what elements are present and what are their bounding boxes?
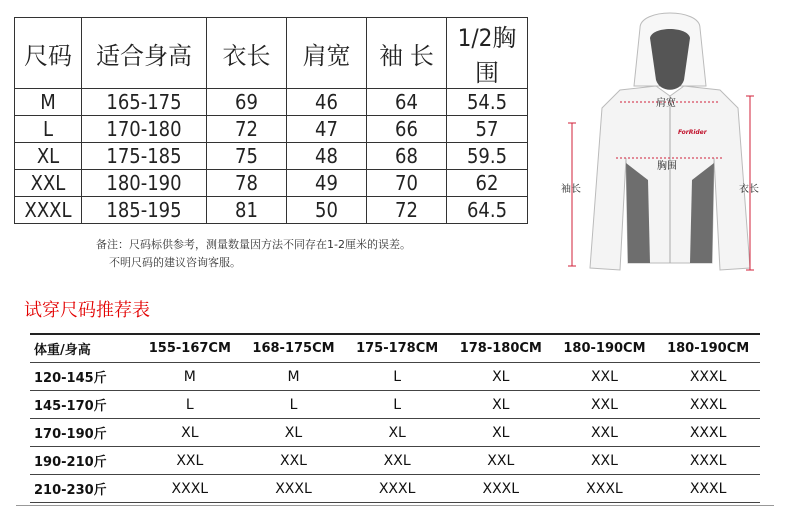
table-cell: 70 bbox=[367, 170, 447, 197]
table-cell: XL bbox=[449, 363, 553, 391]
table-cell: 54.5 bbox=[447, 89, 528, 116]
table-row bbox=[30, 419, 760, 447]
table-cell: XXL bbox=[553, 419, 657, 447]
table-cell: 75 bbox=[207, 143, 287, 170]
note-line-2: 不明尺码的建议咨询客服。 bbox=[109, 256, 241, 269]
table-cell: 165-175 bbox=[82, 89, 207, 116]
table-cell: M bbox=[138, 363, 242, 391]
table-cell: 78 bbox=[207, 170, 287, 197]
table-cell: 180-190 bbox=[82, 170, 207, 197]
table-row bbox=[15, 89, 528, 116]
weight-label: 120-145斤 bbox=[30, 363, 138, 391]
shoulder-label: 肩宽 bbox=[656, 98, 676, 109]
table-cell: XL bbox=[242, 419, 346, 447]
brand-logo: ForRider bbox=[678, 129, 707, 136]
height-column: 155-167CM bbox=[138, 334, 242, 363]
table-cell: 49 bbox=[287, 170, 367, 197]
table-cell: XXXL bbox=[656, 363, 760, 391]
chest-label: 胸围 bbox=[657, 161, 677, 172]
table-cell: L bbox=[138, 391, 242, 419]
weight-label: 145-170斤 bbox=[30, 391, 138, 419]
table-cell: 185-195 bbox=[82, 197, 207, 224]
table-cell: 46 bbox=[287, 89, 367, 116]
table-cell: 72 bbox=[207, 116, 287, 143]
table-cell: 69 bbox=[207, 89, 287, 116]
table-row bbox=[30, 363, 760, 391]
table-cell: XL bbox=[449, 419, 553, 447]
table-cell: XXL bbox=[15, 170, 82, 197]
recommend-title: 试穿尺码推荐表 bbox=[24, 300, 150, 321]
table-cell: XXXL bbox=[15, 197, 82, 224]
table-cell: XXL bbox=[449, 447, 553, 475]
weight-label: 190-210斤 bbox=[30, 447, 138, 475]
table-cell: XXXL bbox=[345, 475, 449, 503]
size-chart-table bbox=[14, 17, 528, 224]
jacket-measurement-diagram bbox=[560, 8, 780, 278]
height-column: 175-178CM bbox=[345, 334, 449, 363]
note-line-1: 备注：尺码标供参考，测量数量因方法不同存在1-2厘米的误差。 bbox=[96, 238, 411, 251]
table-cell: 48 bbox=[287, 143, 367, 170]
table-cell: XL bbox=[138, 419, 242, 447]
table-cell: XXL bbox=[553, 447, 657, 475]
table-cell: 72 bbox=[367, 197, 447, 224]
table-row bbox=[30, 447, 760, 475]
table-row bbox=[15, 170, 528, 197]
table-cell: 62 bbox=[447, 170, 528, 197]
header-half-chest: 1/2胸围 bbox=[447, 18, 528, 89]
table-cell: XXL bbox=[345, 447, 449, 475]
size-recommendation-table bbox=[30, 333, 760, 503]
header-size: 尺码 bbox=[15, 18, 82, 89]
recommend-header-row bbox=[30, 334, 760, 363]
table-row bbox=[15, 143, 528, 170]
table-cell: XXL bbox=[138, 447, 242, 475]
table-cell: 50 bbox=[287, 197, 367, 224]
table-row bbox=[15, 197, 528, 224]
weight-label: 210-230斤 bbox=[30, 475, 138, 503]
table-cell: L bbox=[242, 391, 346, 419]
table-cell: 47 bbox=[287, 116, 367, 143]
height-column: 180-190CM bbox=[553, 334, 657, 363]
header-sleeve: 袖 长 bbox=[367, 18, 447, 89]
table-cell: XXXL bbox=[449, 475, 553, 503]
table-cell: 81 bbox=[207, 197, 287, 224]
table-row bbox=[30, 475, 760, 503]
table-row bbox=[30, 391, 760, 419]
table-cell: 66 bbox=[367, 116, 447, 143]
length-label: 衣长 bbox=[739, 184, 759, 195]
header-height: 适合身高 bbox=[82, 18, 207, 89]
table-cell: 57 bbox=[447, 116, 528, 143]
table-cell: L bbox=[15, 116, 82, 143]
table-cell: M bbox=[242, 363, 346, 391]
table-cell: 175-185 bbox=[82, 143, 207, 170]
table-cell: M bbox=[15, 89, 82, 116]
table-cell: 68 bbox=[367, 143, 447, 170]
bottom-divider bbox=[16, 505, 774, 506]
sleeve-label: 袖长 bbox=[561, 184, 581, 195]
table-cell: XXL bbox=[553, 363, 657, 391]
header-shoulder: 肩宽 bbox=[287, 18, 367, 89]
table-cell: 64 bbox=[367, 89, 447, 116]
table-cell: XXXL bbox=[656, 419, 760, 447]
table-cell: XXXL bbox=[138, 475, 242, 503]
table-cell: 64.5 bbox=[447, 197, 528, 224]
table-cell: XXXL bbox=[656, 447, 760, 475]
table-cell: 59.5 bbox=[447, 143, 528, 170]
table-row bbox=[15, 116, 528, 143]
table-cell: XL bbox=[449, 391, 553, 419]
table-cell: L bbox=[345, 363, 449, 391]
table-cell: XL bbox=[15, 143, 82, 170]
height-column: 168-175CM bbox=[242, 334, 346, 363]
table-cell: XXXL bbox=[242, 475, 346, 503]
corner-header: 体重/身高 bbox=[30, 334, 138, 363]
table-cell: XL bbox=[345, 419, 449, 447]
height-column: 180-190CM bbox=[656, 334, 760, 363]
table-cell: L bbox=[345, 391, 449, 419]
header-length: 衣长 bbox=[207, 18, 287, 89]
table-cell: XXL bbox=[553, 391, 657, 419]
table-cell: XXXL bbox=[656, 391, 760, 419]
table-cell: XXL bbox=[242, 447, 346, 475]
table-cell: XXXL bbox=[656, 475, 760, 503]
weight-label: 170-190斤 bbox=[30, 419, 138, 447]
table-cell: XXXL bbox=[553, 475, 657, 503]
size-chart-header-row bbox=[15, 18, 528, 89]
table-cell: 170-180 bbox=[82, 116, 207, 143]
height-column: 178-180CM bbox=[449, 334, 553, 363]
